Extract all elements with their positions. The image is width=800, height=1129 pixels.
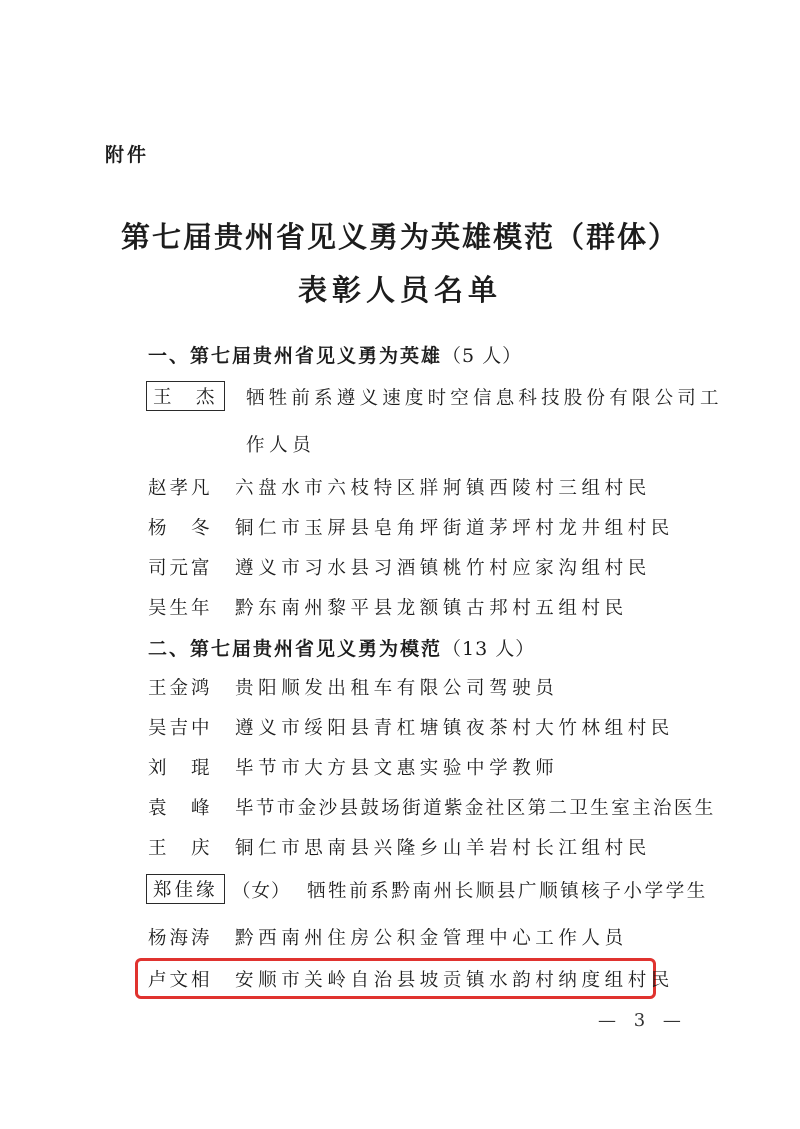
section-models-count: （13 人） [442,638,536,660]
entry-description: 遵义市绥阳县青杠塘镇夜茶村大竹林组村民 [235,718,674,739]
section-models-title: 二、第七届贵州省见义勇为模范 [148,638,443,660]
document-title-line2: 表彰人员名单 [297,273,502,307]
page-number: — 3 — [598,1010,687,1031]
entry-description: 六盘水市六枝特区牂牁镇西陵村三组村民 [235,478,651,499]
attachment-label: 附件 [105,144,150,166]
entry-name: 吴生年 [148,598,213,619]
entry-description-highlighted: 安顺市关岭自治县坡贡镇水韵村纳度组村民 [235,970,674,991]
entry-description: 贵阳顺发出租车有限公司驾驶员 [235,678,559,699]
section-heroes-heading [148,341,522,368]
entry-description: 铜仁市玉屏县皂角坪街道茅坪村龙井组村民 [235,518,674,539]
entry-name: 赵孝凡 [148,478,213,499]
entry-description: 牺牲前系遵义速度时空信息科技股份有限公司工 [246,388,723,409]
entry-description: 毕节市大方县文惠实验中学教师 [235,758,559,779]
section-heroes-count: （5 人） [442,345,523,367]
entry-name-boxed: 王 杰 [146,381,225,411]
entry-name: 刘 琨 [148,758,213,779]
entry-name: 吴吉中 [148,718,213,739]
section-heroes-title: 一、第七届贵州省见义勇为英雄 [148,345,443,367]
entry-description-continued: 作人员 [246,435,316,456]
entry-name: 杨海涛 [148,928,213,949]
document-title-line1: 第七届贵州省见义勇为英雄模范（群体） [120,220,679,254]
entry-description: 黔东南州黎平县龙额镇古邦村五组村民 [235,598,628,619]
entry-name: 王 庆 [148,838,213,859]
entry-name: 王金鸿 [148,678,213,699]
entry-description: 牺牲前系黔南州长顺县广顺镇核子小学学生 [307,881,708,902]
entry-name: 袁 峰 [148,798,213,819]
entry-name-highlighted: 卢文相 [148,970,213,991]
entry-description: 铜仁市思南县兴隆乡山羊岩村长江组村民 [235,838,651,859]
entry-name: 杨 冬 [148,518,213,539]
entry-description: 毕节市金沙县鼓场街道紫金社区第二卫生室主治医生 [235,798,716,819]
entry-name-boxed: 郑佳缘 [146,874,225,904]
section-models-heading [148,634,535,661]
entry-description: 遵义市习水县习酒镇桃竹村应家沟组村民 [235,558,651,579]
entry-gender-note: （女） [232,881,291,902]
entry-name: 司元富 [148,558,213,579]
entry-description: 黔西南州住房公积金管理中心工作人员 [235,928,628,949]
